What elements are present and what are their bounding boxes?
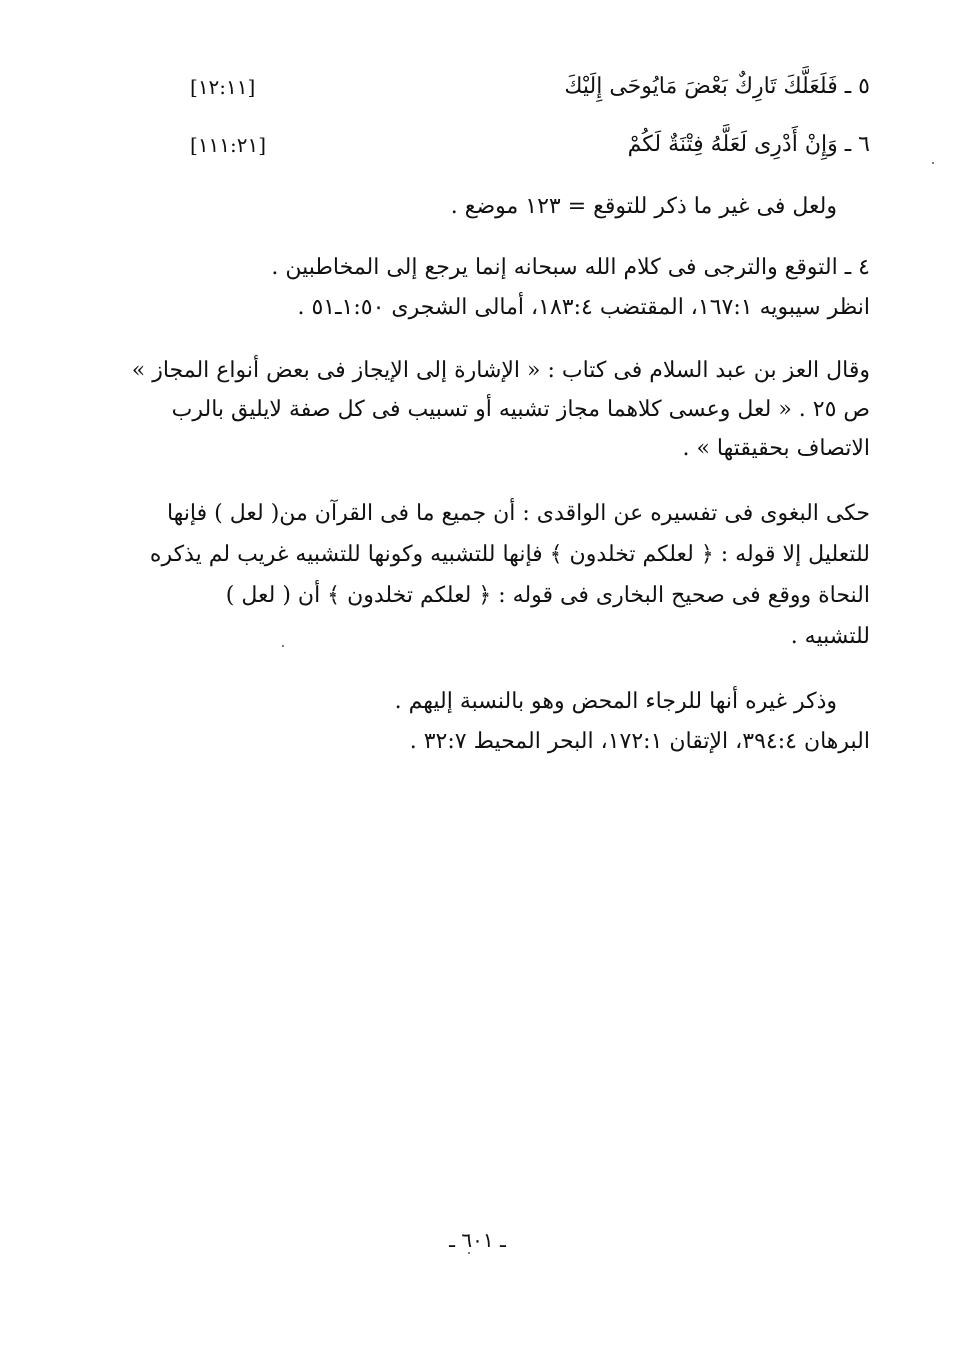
scan-speck	[932, 162, 934, 164]
point-4-reference-line: انظر سيبويه ١٦٧:١، المقتضب ١٨٣:٤، أمالى الشجرى ١:٥٠ـ٥١ .	[297, 295, 870, 320]
baghawi-paragraph-line-2: للتعليل إلا قوله : ﴿ لعلكم تخلدون ﴾ فإنها للتشبيه وكونها للتشبيه غريب لم يذكره	[149, 542, 870, 567]
verse-number-6: ٦ ـ	[844, 132, 870, 157]
other-paragraph-reference-line: البرهان ٣٩٤:٤، الإتقان ١٧٢:١، البحر المحيط ٣٢:٧ .	[409, 729, 870, 754]
other-paragraph-line-1: وذكر غيره أنها للرجاء المحض وهو بالنسبة إليهم .	[394, 689, 837, 714]
verse-line-6	[130, 128, 870, 162]
verse-quran-text-6: وَإِنْ أَدْرِى لَعَلَّهُ فِتْنَةٌ لَكُمْ	[627, 132, 838, 157]
scan-speck	[468, 1252, 470, 1254]
verse-reference-6: [١١١:٢١]	[190, 133, 267, 157]
scan-speck	[282, 645, 284, 647]
count-line: ولعل فى غير ما ذكر للتوقع = ١٢٣ موضع .	[450, 194, 837, 219]
verse-quran-text-5: فَلَعَلَّكَ تَارِكٌ بَعْضَ مَايُوحَى إِلَيْكَ	[564, 74, 838, 99]
point-4-line-1: ٤ ـ التوقع والترجى فى كلام الله سبحانه إنما يرجع إلى المخاطبين .	[271, 255, 870, 280]
verse-text-5	[564, 70, 870, 104]
verse-line-5	[130, 70, 870, 104]
verse-text-6	[628, 128, 870, 162]
page-number: ـ ٦٠١ ـ	[449, 1228, 506, 1252]
verse-reference-5: [١٢:١١]	[190, 75, 256, 99]
baghawi-paragraph-line-3: النحاة ووقع فى صحيح البخارى فى قوله : ﴿ لعلكم تخلدون ﴾ أن ( لعل )	[225, 583, 870, 608]
verse-number-5: ٥ ـ	[844, 74, 870, 99]
izz-paragraph-line-1: وقال العز بن عبد السلام فى كتاب : « الإشارة إلى الإيجاز فى بعض أنواع المجاز »	[131, 358, 870, 383]
izz-paragraph-line-2: ص ٢٥ . « لعل وعسى كلاهما مجاز تشبيه أو تسبيب فى كل صفة لايليق بالرب	[171, 397, 870, 422]
baghawi-paragraph-line-1: حكى البغوى فى تفسيره عن الواقدى : أن جميع ما فى القرآن من( لعل ) فإنها	[166, 501, 870, 526]
baghawi-paragraph-line-4: للتشبيه .	[790, 624, 870, 649]
izz-paragraph-line-3: الاتصاف بحقيقتها » .	[682, 436, 870, 461]
